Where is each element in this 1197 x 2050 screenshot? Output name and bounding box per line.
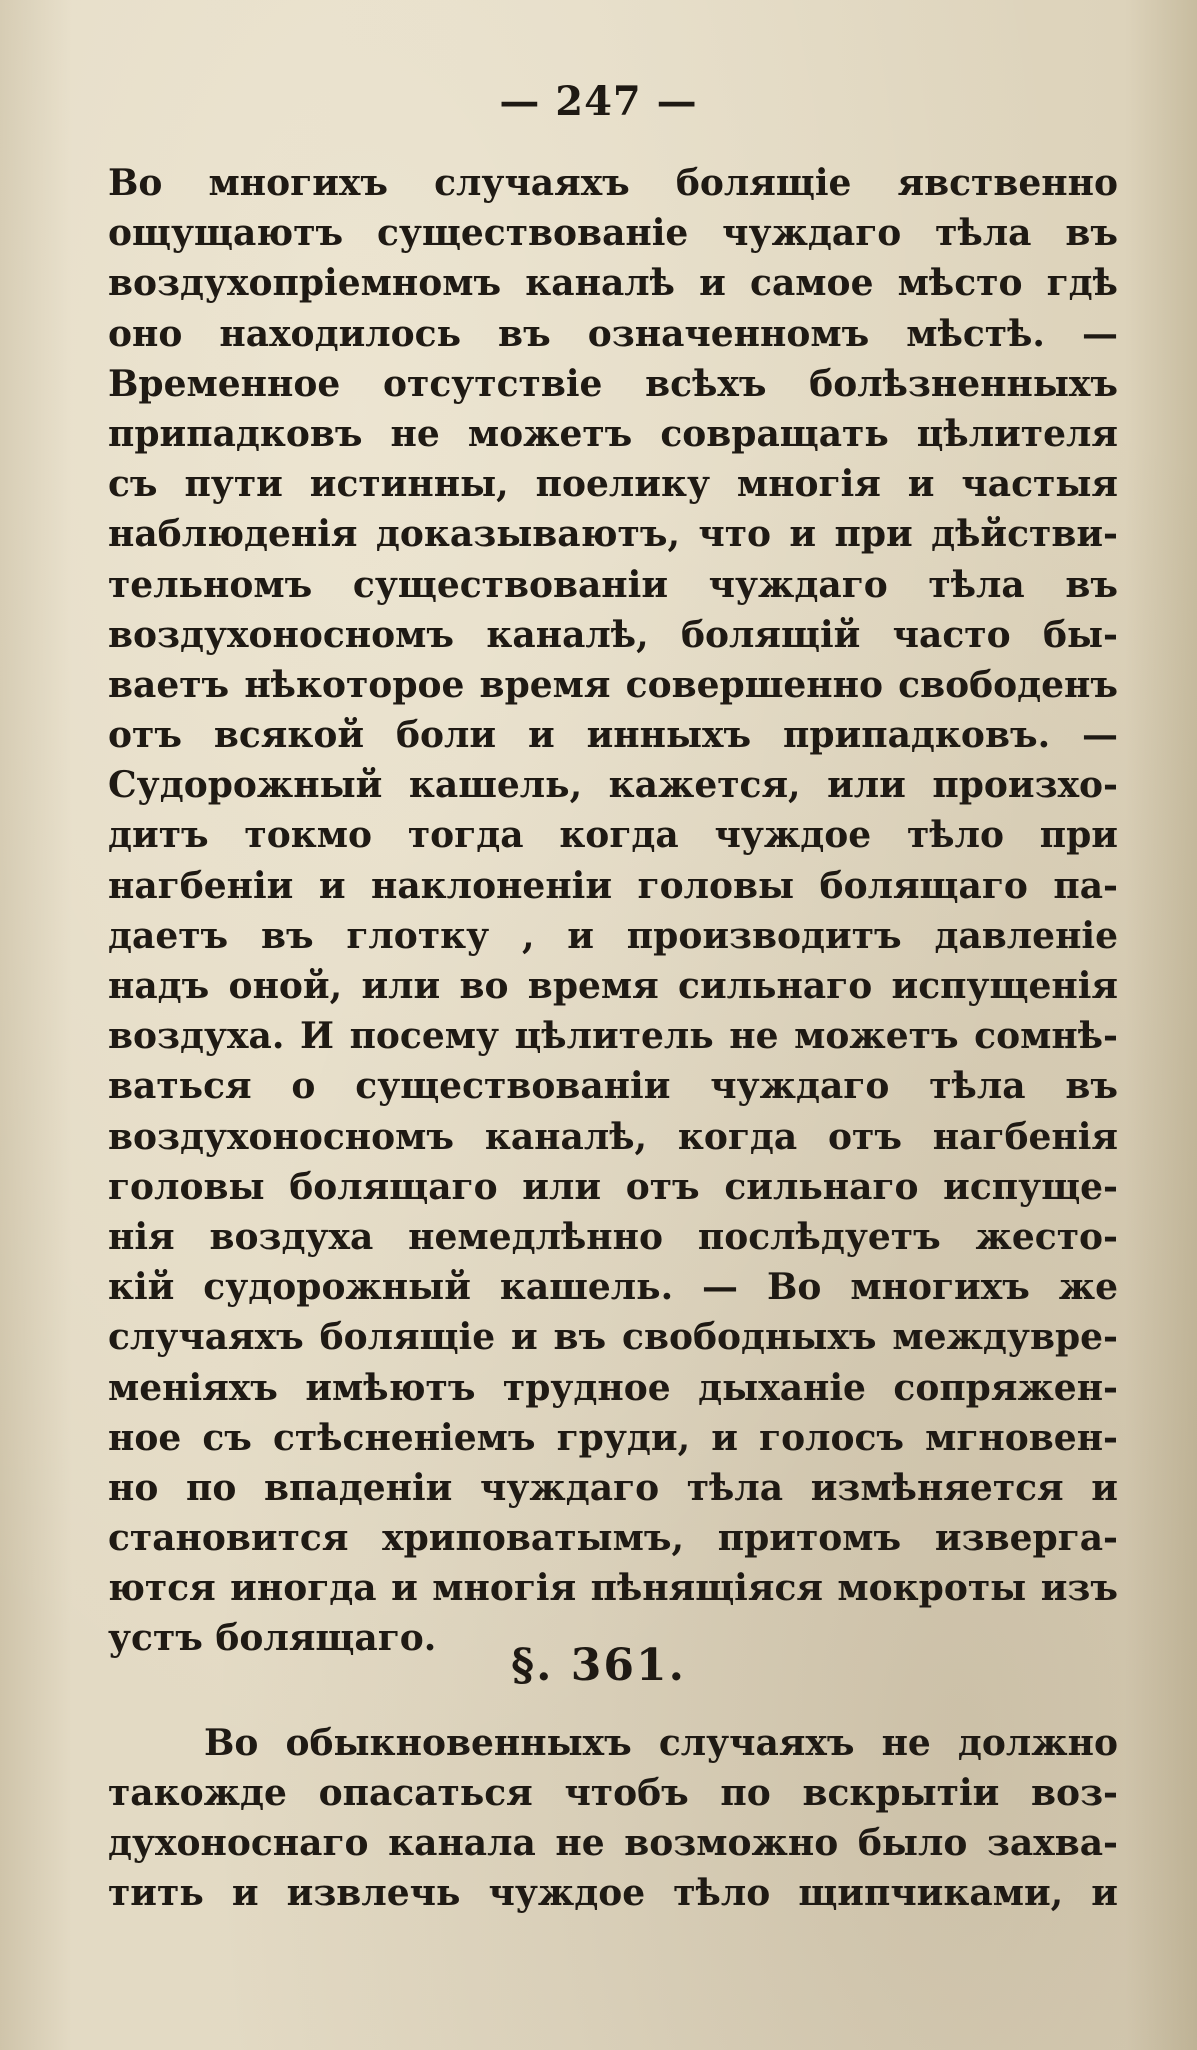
text-line: становится хриповатымъ, притомъ изверга- — [108, 1517, 1118, 1560]
text-line: кій судорожный кашель. — Во многихъ же — [108, 1266, 1118, 1309]
text-line: наблюденія доказываютъ, что и при дѣйстви- — [108, 513, 1118, 556]
text-line: воздухопріемномъ каналѣ и самое мѣсто гдѣ — [108, 262, 1118, 305]
text-line: Временное отсутствіе всѣхъ болѣзненныхъ — [108, 362, 1118, 405]
text-line: тельномъ существованіи чуждаго тѣла въ — [108, 563, 1118, 606]
text-line: ются иногда и многія пѣнящіяся мокроты изъ — [108, 1567, 1118, 1610]
text-line: головы болящаго или отъ сильнаго испуще- — [108, 1165, 1118, 1208]
text-line: ощущаютъ существованіе чуждаго тѣла въ — [108, 212, 1118, 255]
text-line: ваетъ нѣкоторое время совершенно свободенъ — [108, 663, 1118, 706]
text-line: воздуха. И посему цѣлитель не можетъ сомнѣ- — [108, 1015, 1118, 1058]
text-line: Судорожный кашель, кажется, или произхо- — [108, 764, 1118, 807]
text-line: тить и извлечь чуждое тѣло щипчиками, и — [108, 1872, 1118, 1914]
text-line: но по впаденіи чуждаго тѣла измѣняется и — [108, 1466, 1118, 1509]
paragraph-2 — [108, 1718, 1118, 1918]
text-line: ное съ стѣсненіемъ груди, и голосъ мгновен- — [108, 1416, 1118, 1459]
text-line: Во многихъ случаяхъ болящіе явственно — [108, 162, 1118, 204]
text-line: отъ всякой боли и инныхъ припадковъ. — — [108, 714, 1118, 757]
text-line: съ пути истинны, поелику многія и частыя — [108, 463, 1118, 506]
text-line: устъ болящаго. — [108, 1617, 437, 1660]
text-line: ваться о существованіи чуждаго тѣла въ — [108, 1065, 1118, 1108]
text-line: даетъ въ глотку , и производитъ давленіе — [108, 914, 1118, 957]
text-line: нія воздуха немедлѣнно послѣдуетъ жесто- — [108, 1215, 1118, 1258]
text-line: Во обыкновенныхъ случаяхъ не должно — [204, 1722, 1118, 1764]
text-line: припадковъ не можетъ совращать цѣлителя — [108, 412, 1118, 455]
text-line: духоноснаго канала не возможно было захва- — [108, 1822, 1118, 1864]
text-line: такожде опасаться чтобъ по вскрытіи воз- — [108, 1772, 1118, 1814]
text-line: случаяхъ болящіе и въ свободныхъ междувре- — [108, 1316, 1118, 1359]
paragraph-1 — [108, 158, 1118, 1664]
text-line: оно находилось въ означенномъ мѣстѣ. — — [108, 312, 1118, 355]
text-line: нагбеніи и наклоненіи головы болящаго па- — [108, 864, 1118, 907]
text-line: дитъ токмо тогда когда чуждое тѣло при — [108, 814, 1118, 857]
section-heading: §. 361. — [511, 1640, 686, 1691]
text-line: воздухоносномъ каналѣ, болящій часто бы- — [108, 613, 1118, 656]
text-line: меніяхъ имѣютъ трудное дыханіе сопряжен- — [108, 1366, 1118, 1409]
text-line: надъ оной, или во время сильнаго испущенія — [108, 965, 1118, 1007]
page-number: — 247 — — [499, 78, 698, 125]
text-line: воздухоносномъ каналѣ, когда отъ нагбенія — [108, 1115, 1118, 1158]
